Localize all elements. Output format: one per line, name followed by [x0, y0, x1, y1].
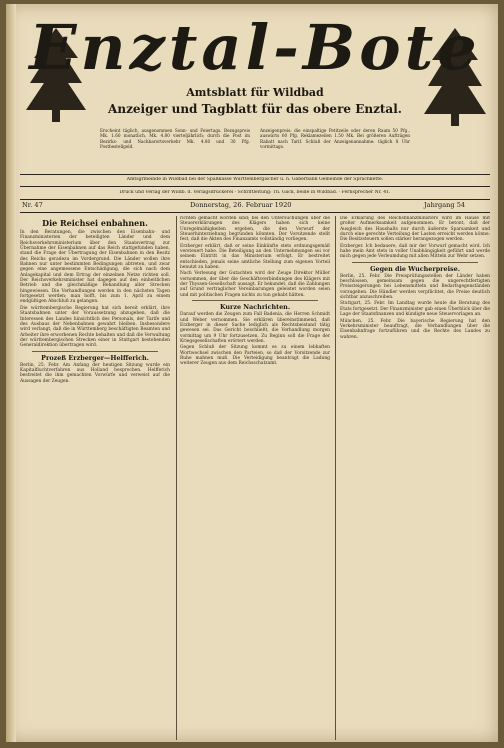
dateline-rule-bottom	[20, 212, 490, 213]
masthead-rule-top	[20, 174, 490, 175]
article-paragraph: In den Beratungen, die zwischen den Eisenbahn- und Finanzministerien der beteiligten Länder und dem Reichsverkehrsministerium über den Staatsvertrag zur Übernahme der Eisenbahnen auf das Reich stattgefunden haben, stand die Frage der Übertragung der Eisenbahnen in den Besitz des Reichs geradezu im Vordergrund. Die Länder wollen ihre Bahnen nur unter bestimmten Bedingungen abtreten, und zwar gegen eine angemessene Entschädigung, die sich nach dem Anlagekapital und dem Ertrag der einzelnen Netze richten soll. Der Reichsverkehrsminister hat dagegen auf den einheitlichen Betrieb und die gleichmäßige Behandlung aller Strecken hingewiesen. Die Verhandlungen werden in den nächsten Tagen fortgesetzt werden; man hofft, bis zum 1. April zu einem endgültigen Abschluß zu gelangen.	[20, 230, 170, 305]
column-1	[20, 216, 170, 740]
article-heading-wucherpreise: Gegen die Wucherpreise.	[370, 264, 460, 273]
issue-date: Donnerstag, 26. Februar 1920	[190, 201, 292, 209]
newspaper-tagline: Anzeiger und Tagblatt für das obere Enztal.	[108, 102, 402, 116]
column-divider	[335, 216, 336, 740]
subscription-info: Erscheint täglich, ausgenommen Sonn- und Feiertags. Bezugspreis Mk. 1.60 monatlich, Mk. 4.80 vierteljährlich; durch die Post im Bezirks- und Nachbarortsverkehr Mk. 4.80 und 30 Pfg. Postbestellgeld.	[100, 128, 250, 150]
bank-info-line: Amtsgrmeinde in Wildbad bei der Spaßkasse Württembergischer u. n. Gaberbank Gemeinde der Sprachkette.	[126, 177, 384, 182]
article-heading-kurze-nachrichten: Kurze Nachrichten.	[219, 303, 291, 312]
article-paragraph: Berlin, 25. Febr. Die Preisprüfungsstellen der Länder haben beschlossen, gemeinsam gegen die ungerechtfertigten Preissteigerungen bei Lebensmitteln und Bedarfsgegenständen vorzugehen. Die Händler werden verpflichtet, die Preise deutlich sichtbar anzuschreiben.	[340, 273, 490, 301]
dateline	[20, 200, 490, 212]
article-paragraph: Nach Verlesung der Gutachten wird der Zeuge Direktor Müller vernommen, der über die Geschäftsverbindungen des Klägers mit der Thyssen-Gesellschaft aussagt. Er bekundet, daß die Zahlungen auf Grund vertraglicher Vereinbarungen geleistet worden seien und mit politischen Fragen nichts zu tun gehabt hätten.	[180, 271, 330, 298]
issue-number: Nr. 47	[22, 201, 43, 209]
column-2	[180, 216, 330, 740]
article-paragraph: Die württembergische Regierung hat sich bereit erklärt, ihre Staatsbahnen unter der Voraussetzung abzugeben, daß die Interessen des Landes hinsichtlich des Personals, der Tarife und des Ausbaus der Nebenbahnen gewahrt bleiben. Insbesondere wird verlangt, daß die in Württemberg beschäftigten Beamten und Arbeiter ihre erworbenen Rechte behalten und daß die Verwaltung der württembergischen Strecken einer in Stuttgart bestehenden Generaldirektion übertragen wird.	[20, 305, 170, 349]
masthead-rule-mid	[20, 186, 490, 187]
volume-number: Jahrgang 54	[424, 201, 466, 209]
newspaper-title: Enztal-Bote	[29, 11, 481, 84]
article-paragraph: Stuttgart, 25. Febr. Im Landtag wurde heute die Beratung des Etats fortgesetzt. Der Finanzminister gab einen Überblick über die Lage der Staatsfinanzen und kündigte neue Steuervorlagen an.	[340, 301, 490, 318]
article-columns	[20, 216, 490, 740]
publisher-line: Druck und Verlag der Wildb. d. Verlagsdruckerei · Schriftleitung: Th. Gack, beide in Wildbad. · Fernsprecher Nr. 41.	[119, 190, 391, 195]
article-paragraph: Die Erklärung des Reichsfinanzministers wird im Hause mit großer Aufmerksamkeit aufgenommen. Er betont, daß der Ausgleich des Haushalts nur durch äußerste Sparsamkeit und durch eine gerechte Verteilung der Lasten erreicht werden könne. Die Besitzsteuern sollen stärker herangezogen werden.	[340, 216, 490, 243]
article-paragraph: Erzberger erklärt, daß er seine Einkünfte stets ordnungsgemäß versteuert habe. Die Beteiligung an den Unternehmungen sei vor seinem Eintritt in das Ministerium erfolgt. Er bestreitet entschieden, jemals seine amtliche Stellung zum eigenen Vorteil benutzt zu haben.	[180, 243, 330, 271]
article-paragraph: Erzberger. Ich bedauere, daß mir der Vorwurf gemacht wird. Ich habe mein Amt stets in voller Unabhängigkeit geführt und werde mich gegen jede Verleumdung mit allen Mitteln zur Wehr setzen.	[340, 243, 490, 260]
article-divider	[32, 351, 158, 352]
article-paragraph: München, 25. Febr. Die bayerische Regierung hat den Verkehrsminister beauftragt, die Verhandlungen über die Eisenbahnfrage fortzuführen und die Rechte des Landes zu wahren.	[340, 318, 490, 340]
article-divider	[192, 300, 318, 301]
column-3	[340, 216, 490, 740]
article-paragraph: Gegen Schluß der Sitzung kommt es zu einem lebhaften Wortwechsel zwischen den Parteien, so daß der Vorsitzende zur Ruhe mahnen muß. Die Verteidigung beantragt die Ladung weiterer Zeugen aus dem Reichsschatzamt.	[180, 345, 330, 367]
article-heading-reichseisenbahnen: Die Reichsei enbahnen.	[42, 218, 148, 228]
newspaper-subtitle: Amtsblatt für Wildbad	[186, 86, 324, 99]
newspaper-page	[6, 4, 498, 742]
advertising-info: Anzeigenpreis: die einspaltige Petitzeile oder deren Raum 50 Pfg., auswärts 60 Pfg. Reklamezeilen 1.50 Mk. Bei größeren Aufträgen Rabatt nach Tarif. Schluß der Anzeigenannahme: täglich 8 Uhr vormittags.	[260, 128, 410, 150]
article-paragraph: Darauf werden die Zeugen zum Fall Badenia, die Herren Schmidt und Weber vernommen. Sie erklären übereinstimmend, daß Erzberger in dieser Sache lediglich als Rechtsbeistand tätig gewesen sei. Das Gericht beschließt, die Verhandlung morgen vormittag um 9 Uhr fortzusetzen. Zu Beginn soll die Frage der Kriegsgesellschaften erörtert werden.	[180, 312, 330, 344]
column-divider	[176, 216, 177, 740]
article-divider	[352, 262, 478, 263]
page-binding	[6, 4, 16, 742]
article-heading-prozess: Prozeß Erzberger—Helfferich.	[41, 353, 149, 362]
article-paragraph: richten gemacht worden sind; bei den Untersuchungen über die Steuererklärungen des Klägers haben sich keine Unregelmäßigkeiten ergeben, die den Vorwurf der Steuerhinterziehung begründen könnten. Der Vorsitzende stellt fest, daß die Akten des Finanzamts vollständig vorliegen.	[180, 216, 330, 243]
article-paragraph: Berlin, 25. Febr. Am Anfang der heutigen Sitzung wurde ein Kapitalfluchtverfahren aus Holland besprochen. Helfferich bestreitet die ihm gemachten Vorwürfe und verweist auf die Aussagen der Zeugen.	[20, 362, 170, 384]
